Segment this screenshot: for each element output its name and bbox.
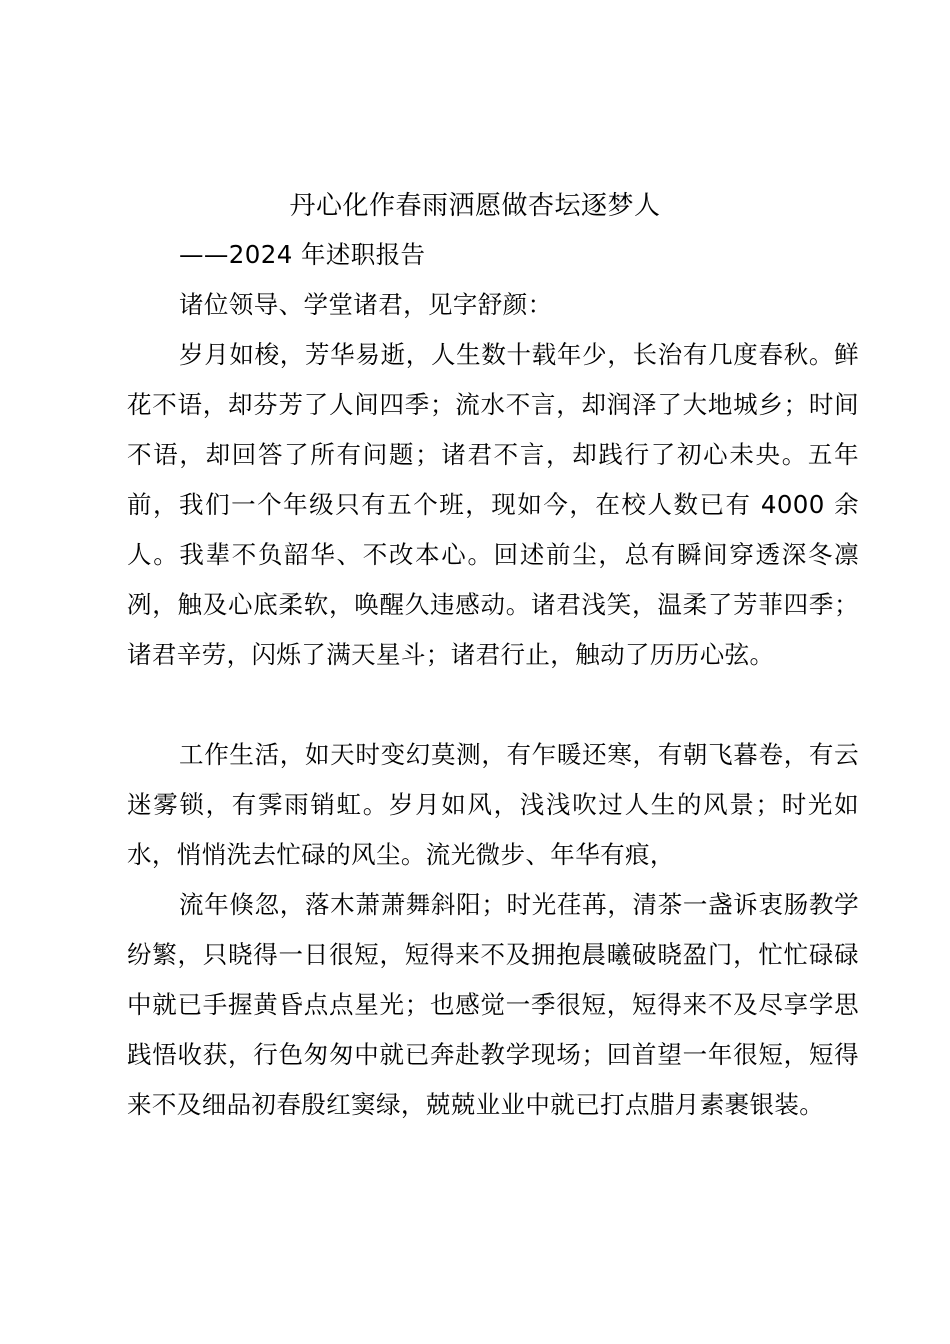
- document-subtitle: ——2024 年述职报告: [179, 240, 426, 269]
- paragraph-3: 流年倏忽，落木萧萧舞斜阳；时光荏苒，清茶一盏诉衷肠教学纷繁，只晓得一日很短，短得来不及拥抱晨曦破晓盈门，忙忙碌碌中就已手握黄昏点点星光；也感觉一季很短，短得来不及尽享学思践悟收获，行色匆匆中就已奔赴教学现场；回首望一年很短，短得来不及细品初春殷红窦绿，兢兢业业中就已打点腊月素裹银装。: [127, 890, 859, 1119]
- paragraph-2: 工作生活，如天时变幻莫测，有乍暖还寒，有朝飞暮卷，有云迷雾锁，有霁雨销虹。岁月如风，浅浅吹过人生的风景；时光如水，悄悄洗去忙碌的风尘。流光微步、年华有痕，: [127, 740, 859, 869]
- paragraph-1: 岁月如梭，芳华易逝，人生数十载年少，长治有几度春秋。鲜花不语，却芬芳了人间四季；流水不言，却润泽了大地城乡；时间不语，却回答了所有问题；诸君不言，却践行了初心未央。五年前，我们一个年级只有五个班，现如今，在校人数已有 4000 余人。我辈不负韶华、不改本心。回述前尘，总有瞬间穿透深冬凛冽，触及心底柔软，唤醒久违感动。诸君浅笑，温柔了芳菲四季；诸君辛劳，闪烁了满天星斗；诸君行止，触动了历历心弦。: [127, 340, 859, 669]
- document-title: 丹心化作春雨洒愿做杏坛逐梦人: [289, 191, 661, 221]
- salutation: 诸位领导、学堂诸君，见字舒颜：: [179, 290, 553, 319]
